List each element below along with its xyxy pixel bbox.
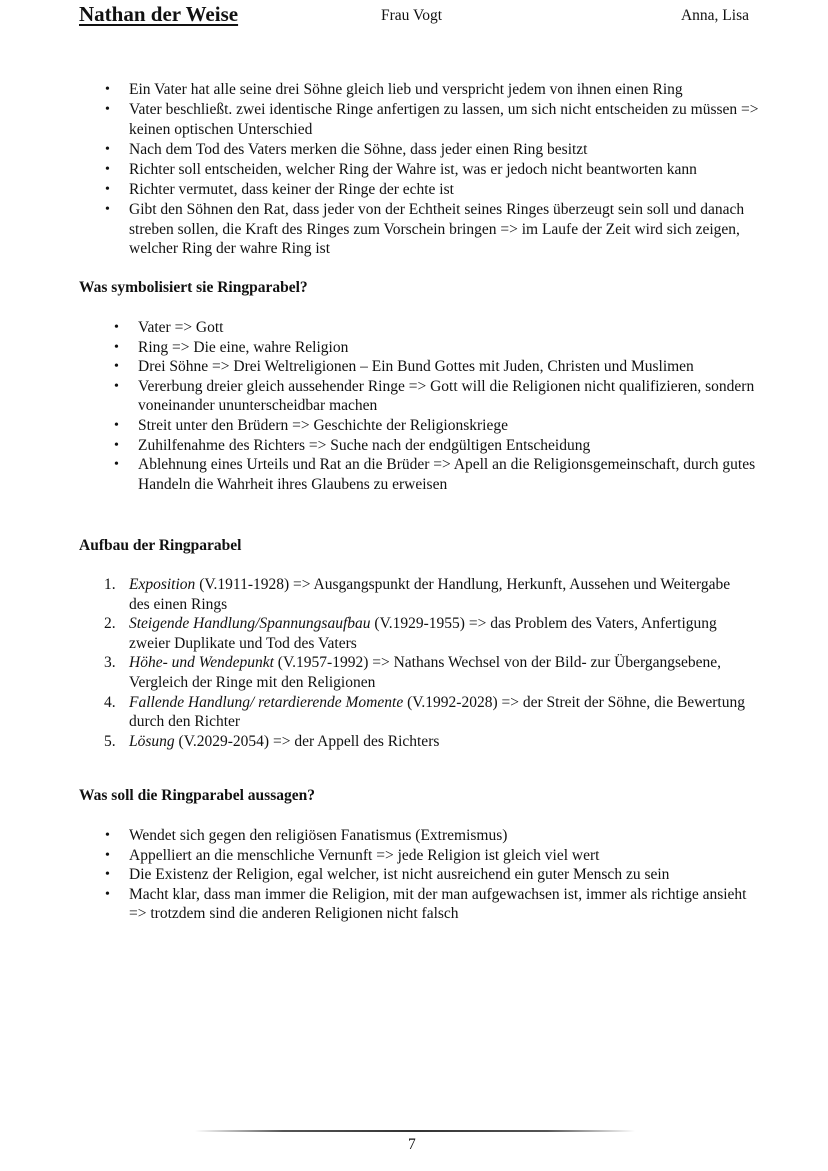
author-names: Anna, Lisa (680, 7, 749, 24)
list-item: 3. Höhe- und Wendepunkt (V.1957-1992) => Nathans Wechsel von der Bild- zur Übergangsebene, Vergleich der Ringe mit den Religionen (104, 654, 722, 691)
bullet-icon: • (105, 867, 110, 883)
page-number: 7 (408, 1136, 416, 1153)
summary-list (105, 80, 759, 259)
list-item: • Vererbung dreier gleich aussehender Ringe => Gott will die Religionen nicht qualifizieren, sondern voneinander ununterscheidbar machen (114, 377, 755, 415)
bullet-icon: • (114, 359, 119, 375)
bullet-icon: • (105, 847, 110, 863)
list-item: 2. Steigende Handlung/Spannungsaufbau (V.1929-1955) => das Problem des Vaters, Anfertigung zweier Duplikate und Tod des Vaters (104, 615, 717, 652)
bullet-icon: • (105, 141, 110, 157)
list-item: • Richter soll entscheiden, welcher Ring der Wahre ist, was er jedoch nicht beantworten kann (105, 160, 697, 178)
teacher-name: Frau Vogt (381, 7, 443, 24)
list-item: • Ablehnung eines Urteils und Rat an die Brüder => Apell an die Religionsgemeinschaft, durch gutes Handeln die Wahrheit ihres Glaubens zu erweisen (114, 456, 756, 493)
bullet-icon: • (105, 202, 110, 218)
list-item: • Macht klar, dass man immer die Religion, mit der man aufgewachsen ist, immer als richtige ansieht => trotzdem sind die anderen Religionen nicht falsch (105, 885, 747, 923)
list-item: • Vater => Gott (114, 319, 224, 336)
page-header (79, 2, 749, 32)
list-item: • Wendet sich gegen den religiösen Fanatismus (Extremismus) (105, 827, 508, 844)
list-item: 5. Lösung (V.2029-2054) => der Appell des Richters (104, 732, 440, 750)
bullet-icon: • (105, 886, 110, 902)
bullet-icon: • (114, 320, 119, 335)
structure-list (104, 575, 749, 751)
section-heading-structure: Aufbau der Ringparabel (79, 537, 242, 554)
footer-divider (195, 1130, 635, 1132)
bullet-icon: • (105, 828, 110, 843)
list-item: • Gibt den Söhnen den Rat, dass jeder von der Echtheit seines Ringes überzeugt sein soll und danach streben sollen, die Kraft des Ringes zum Vorschein bringen => im Laufe der Zeit wird sich zeigen, welcher Ring der wahre Ring ist (105, 201, 745, 258)
list-item: 4. Fallende Handlung/ retardierende Momente (V.1992-2028) => der Streit der Söhne, die Bewertung durch den Richter (104, 693, 745, 731)
bullet-icon: • (114, 378, 119, 394)
bullet-icon: • (105, 102, 110, 118)
list-item: • Vater beschließt. zwei identische Ringe anfertigen zu lassen, um sich nicht entscheiden zu müssen => keinen optischen Unterschied (105, 101, 759, 138)
list-item: • Nach dem Tod des Vaters merken die Söhne, dass jeder einen Ring besitzt (105, 140, 588, 158)
bullet-icon: • (114, 339, 119, 355)
symbolism-list (114, 318, 758, 494)
list-item: • Richter vermutet, dass keiner der Ringe der echte ist (105, 180, 454, 198)
document-title: Nathan der Weise (79, 2, 239, 26)
bullet-icon: • (105, 181, 110, 197)
bullet-icon: • (114, 417, 119, 433)
list-item: • Drei Söhne => Drei Weltreligionen – Ein Bund Gottes mit Juden, Christen und Muslimen (114, 358, 694, 376)
bullet-icon: • (105, 82, 110, 97)
message-list (105, 826, 759, 924)
bullet-icon: • (114, 457, 119, 473)
list-item: • Streit unter den Brüdern => Geschichte der Religionskriege (114, 416, 509, 434)
list-item: • Appelliert an die menschliche Vernunft => jede Religion ist gleich viel wert (105, 846, 600, 864)
bullet-icon: • (114, 437, 119, 453)
bullet-icon: • (105, 161, 110, 177)
section-heading-message: Was soll die Ringparabel aussagen? (79, 787, 315, 804)
list-item: 1. Exposition (V.1911-1928) => Ausgangspunkt der Handlung, Herkunft, Aussehen und Weitergabe des einen Rings (104, 576, 731, 613)
list-item: • Zuhilfenahme des Richters => Suche nach der endgültigen Entscheidung (114, 436, 591, 454)
list-item: • Ring => Die eine, wahre Religion (114, 338, 349, 356)
list-item: • Ein Vater hat alle seine drei Söhne gleich lieb und verspricht jedem von ihnen einen Ring (105, 81, 683, 98)
list-item: • Die Existenz der Religion, egal welcher, ist nicht ausreichend ein guter Mensch zu sein (105, 866, 670, 884)
section-heading-symbolism: Was symbolisiert sie Ringparabel? (79, 279, 308, 296)
